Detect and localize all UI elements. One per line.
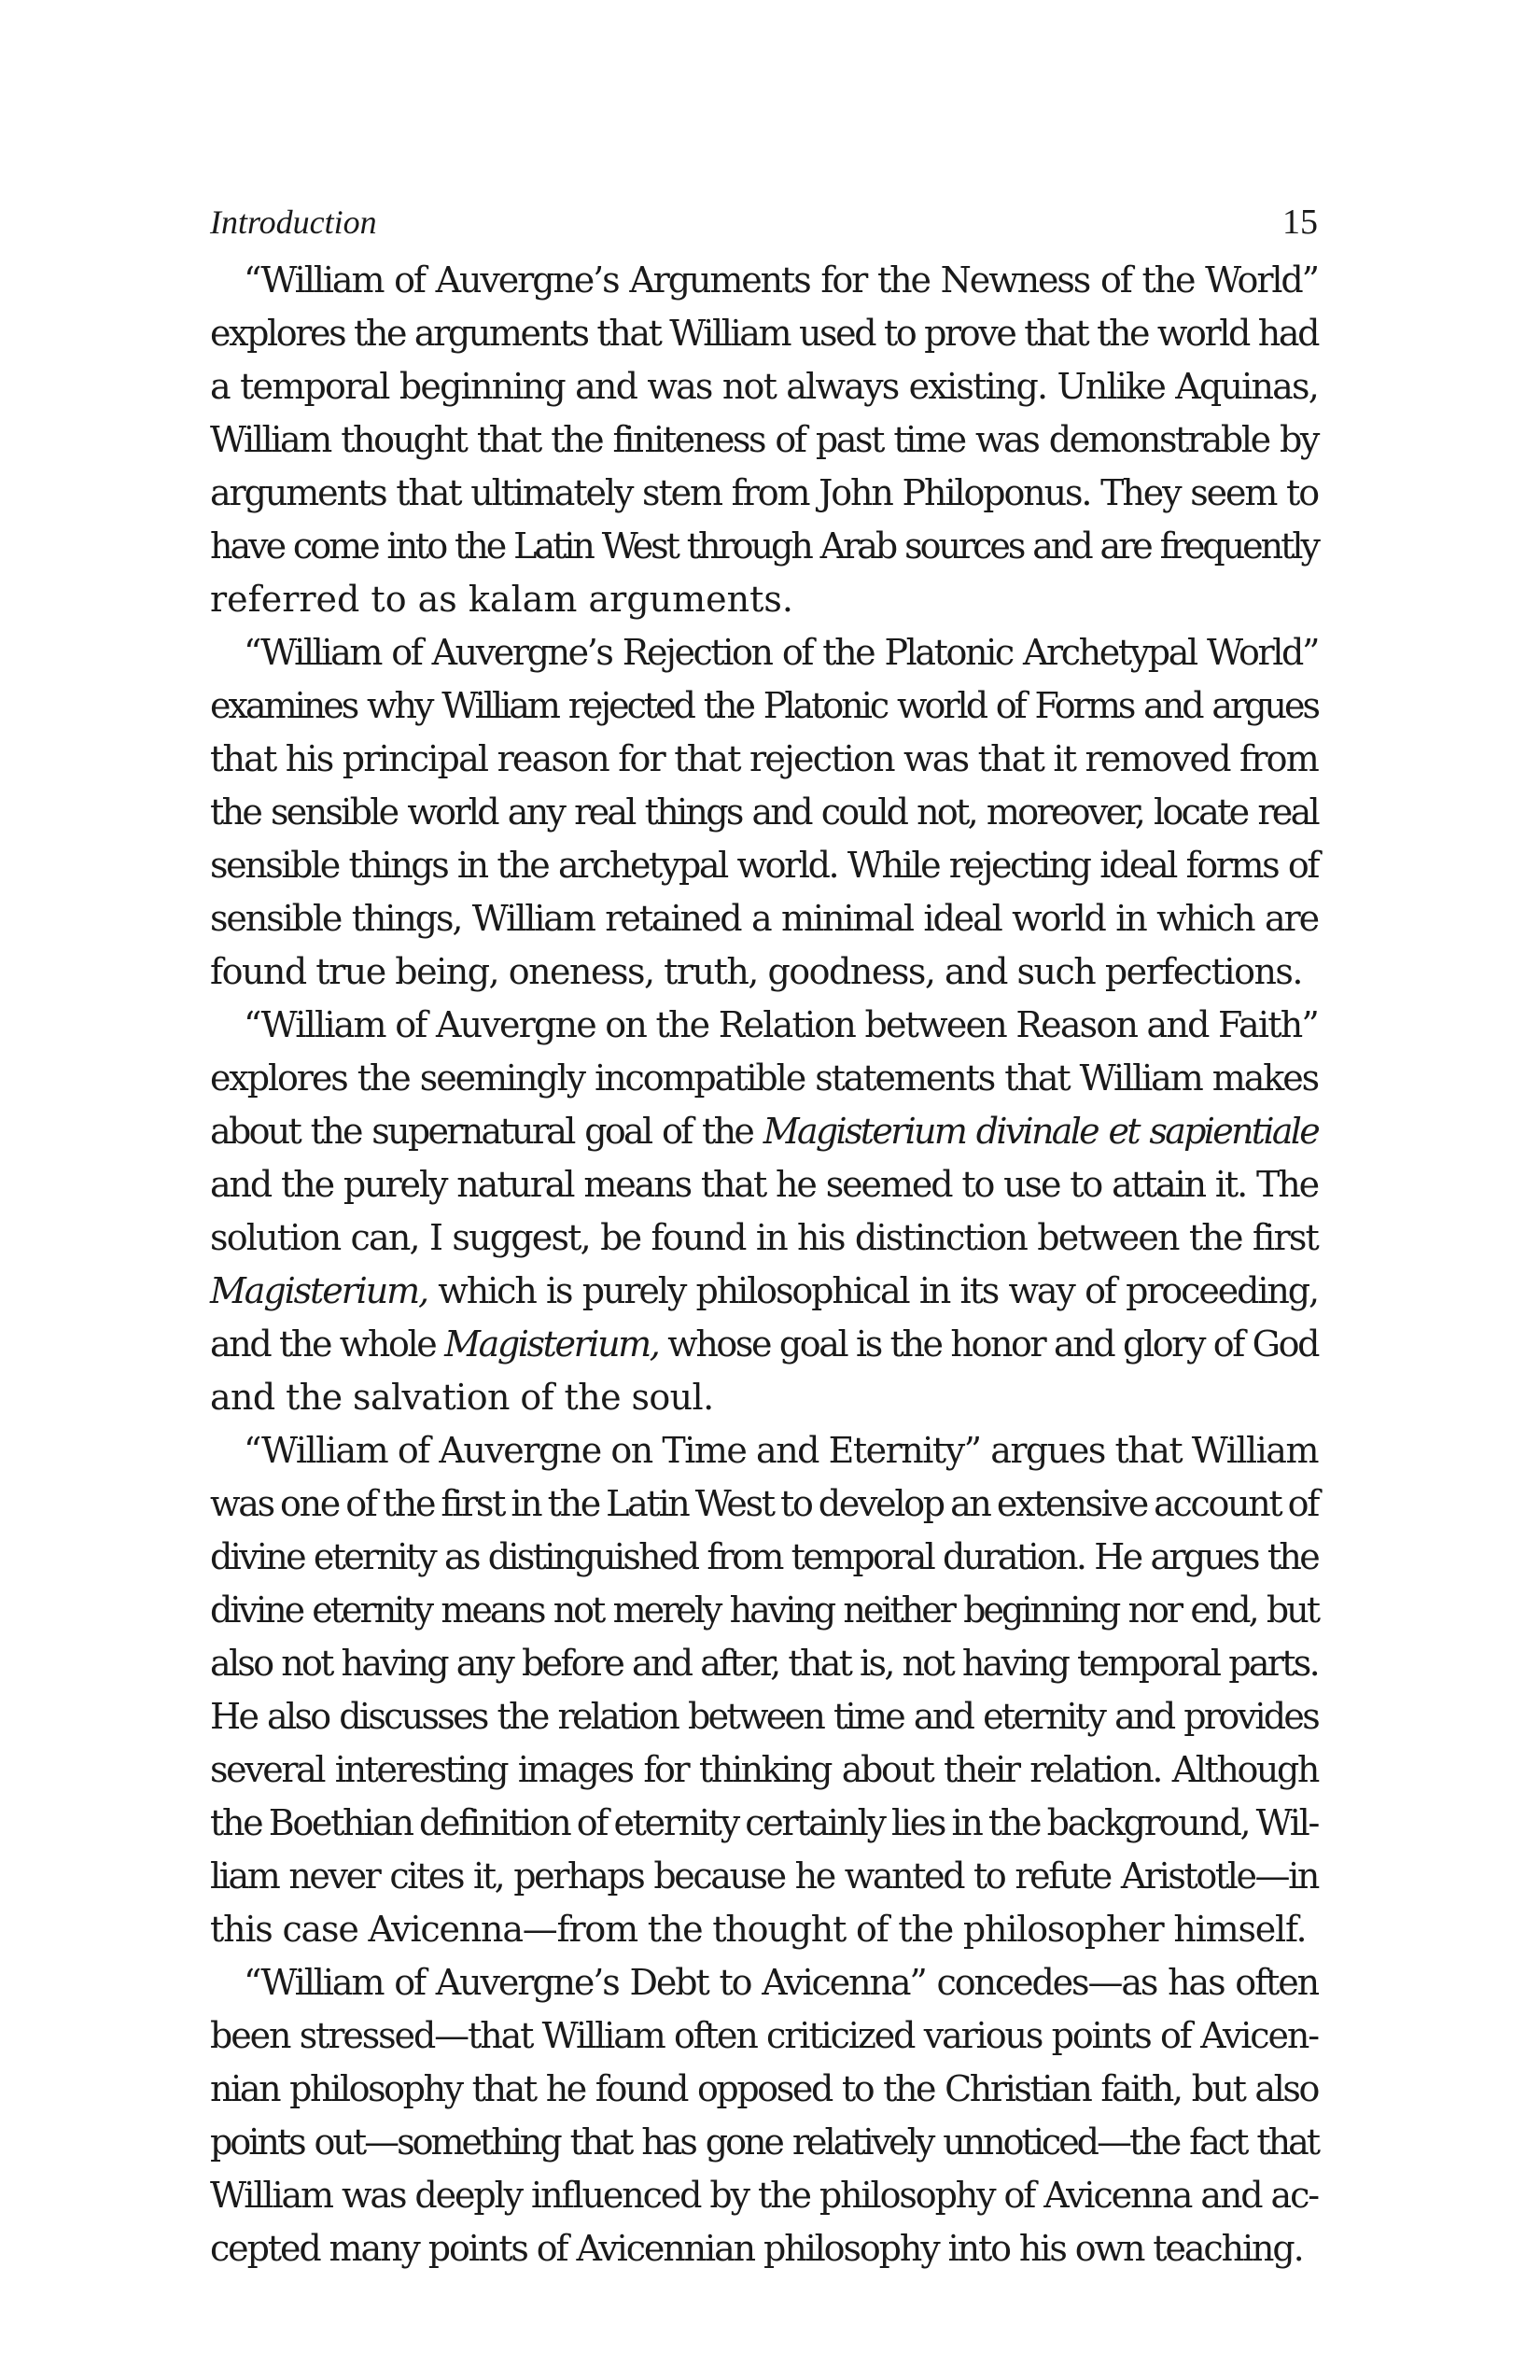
text-line: [210, 520, 1318, 573]
text-run: “William of Auvergne’s Debt to Avicenna” concedes—as has often: [244, 1962, 1318, 2003]
text-line: [210, 1850, 1318, 1903]
text-run: and the whole: [210, 1323, 445, 1365]
text-run: have come into the Latin West through Arab sources and are frequently: [210, 525, 1318, 567]
text-line: [210, 1052, 1318, 1105]
text-run: referred to as kalam arguments.: [210, 579, 793, 620]
text-line: [210, 1265, 1318, 1318]
text-run: cepted many points of Avicennian philosophy into his own teaching.: [210, 2228, 1303, 2269]
text-run: was one of the first in the Latin West to develop an extensive account of: [210, 1483, 1318, 1524]
text-run: William thought that the finiteness of past time was demonstrable by: [210, 419, 1318, 460]
text-run: “William of Auvergne’s Arguments for the Newness of the World”: [244, 259, 1318, 301]
text-line: [210, 1158, 1318, 1211]
paragraph: [210, 1956, 1318, 2275]
text-run: which is purely philosophical in its way of proceeding,: [427, 1270, 1318, 1311]
text-run: found true being, oneness, truth, goodness, and such perfections.: [210, 951, 1303, 992]
text-line: [210, 1637, 1318, 1690]
text-line: [210, 360, 1318, 413]
text-line: [210, 1371, 1318, 1424]
text-line: [210, 999, 1318, 1052]
text-line: [210, 254, 1318, 307]
text-run: sensible things in the archetypal world. While rejecting ideal forms of: [210, 845, 1318, 886]
text-run: liam never cites it, perhaps because he wanted to refute Aristotle—in: [210, 1855, 1318, 1897]
text-run: “William of Auvergne on Time and Eternity” argues that William: [244, 1430, 1318, 1471]
text-line: [210, 573, 1318, 626]
text-line: [210, 2116, 1318, 2169]
paragraph: [210, 1424, 1318, 1956]
text-run: solution can, I suggest, be found in his distinction between the first: [210, 1217, 1318, 1258]
text-run: also not having any before and after, that is, not having temporal parts.: [210, 1643, 1318, 1684]
text-run: divine eternity as distinguished from temporal duration. He argues the: [210, 1536, 1318, 1577]
running-head: [210, 196, 1318, 248]
paragraph: [210, 626, 1318, 999]
text-line: [210, 2222, 1318, 2275]
body-text: [210, 254, 1318, 2275]
text-line: [210, 839, 1318, 892]
text-line: [210, 467, 1318, 520]
text-line: [210, 2009, 1318, 2063]
text-line: [210, 1690, 1318, 1743]
text-line: [210, 2063, 1318, 2116]
text-line: [210, 945, 1318, 999]
text-line: [210, 626, 1318, 679]
text-line: [210, 1956, 1318, 2009]
text-line: [210, 786, 1318, 839]
text-run: nian philosophy that he found opposed to the Christian faith, but also: [210, 2068, 1318, 2109]
text-run: several interesting images for thinking about their relation. Although: [210, 1749, 1318, 1790]
text-run: arguments that ultimately stem from John Philoponus. They seem to: [210, 472, 1318, 513]
text-run: sensible things, William retained a minimal ideal world in which are: [210, 898, 1318, 939]
text-line: [210, 733, 1318, 786]
text-run: explores the seemingly incompatible statements that William makes: [210, 1057, 1318, 1099]
text-run: points out—something that has gone relatively unnoticed—the fact that: [210, 2121, 1318, 2163]
text-line: [210, 307, 1318, 360]
page-number: 15: [1282, 203, 1318, 242]
text-run: that his principal reason for that rejection was that it removed from: [210, 738, 1318, 779]
text-run: explores the arguments that William used to prove that the world had: [210, 313, 1318, 354]
text-line: [210, 1743, 1318, 1797]
text-run: and the purely natural means that he seemed to use to attain it. The: [210, 1164, 1318, 1205]
text-line: [210, 1105, 1318, 1158]
text-line: [210, 1584, 1318, 1637]
text-run: whose goal is the honor and glory of God: [658, 1323, 1319, 1365]
text-run: “William of Auvergne on the Relation between Reason and Faith”: [244, 1004, 1318, 1045]
italic-title: Magisterium divinale et sapientiale: [763, 1111, 1319, 1152]
text-run: He also discusses the relation between time and eternity and provides: [210, 1696, 1318, 1737]
text-run: the Boethian definition of eternity certainly lies in the background, Wil-: [210, 1802, 1318, 1843]
text-run: been stressed—that William often criticized various points of Avicen-: [210, 2015, 1318, 2056]
text-line: [210, 413, 1318, 467]
text-line: [210, 2169, 1318, 2222]
paragraph: [210, 254, 1318, 626]
text-line: [210, 1211, 1318, 1265]
text-run: divine eternity means not merely having neither beginning nor end, but: [210, 1589, 1318, 1631]
running-title: Introduction: [210, 203, 377, 241]
text-run: this case Avicenna—from the thought of the philosopher himself.: [210, 1909, 1307, 1950]
text-line: [210, 1531, 1318, 1584]
text-line: [210, 1797, 1318, 1850]
text-run: examines why William rejected the Platonic world of Forms and argues: [210, 685, 1318, 726]
text-run: the sensible world any real things and could not, moreover, locate real: [210, 791, 1318, 833]
text-run: about the supernatural goal of the: [210, 1111, 763, 1152]
text-run: a temporal beginning and was not always existing. Unlike Aquinas,: [210, 366, 1318, 407]
text-line: [210, 1318, 1318, 1371]
text-line: [210, 1477, 1318, 1531]
text-line: [210, 679, 1318, 733]
text-run: William was deeply influenced by the philosophy of Avicenna and ac-: [210, 2175, 1318, 2216]
text-run: “William of Auvergne’s Rejection of the Platonic Archetypal World”: [244, 632, 1318, 673]
italic-title: Magisterium,: [210, 1270, 428, 1311]
text-line: [210, 1424, 1318, 1477]
text-run: and the salvation of the soul.: [210, 1377, 714, 1418]
text-line: [210, 892, 1318, 945]
text-line: [210, 1903, 1318, 1956]
paragraph: [210, 999, 1318, 1424]
italic-title: Magisterium,: [444, 1323, 659, 1365]
